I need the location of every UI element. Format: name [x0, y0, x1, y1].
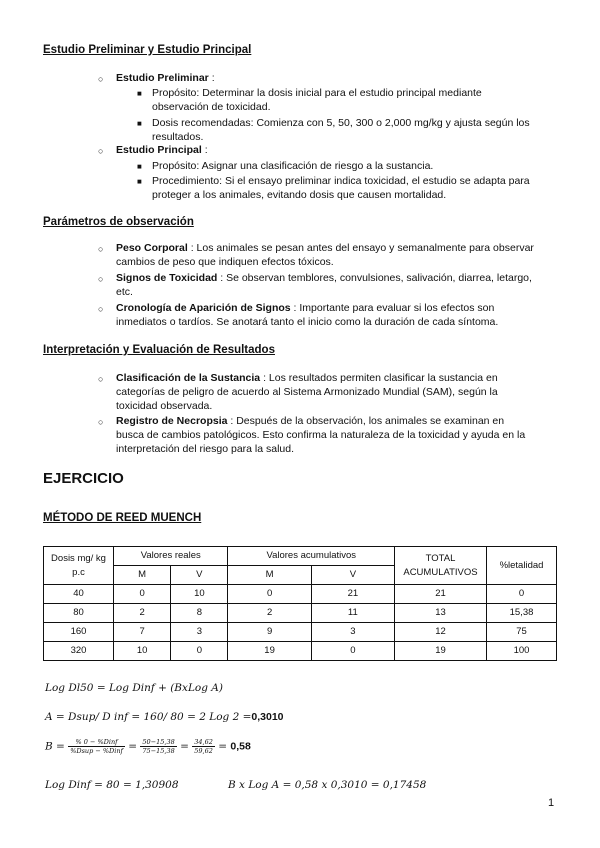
item-text: Procedimiento: Si el ensayo preliminar indica toxicidad, el estudio se adapta para — [152, 175, 530, 187]
fraction-denominator: %Dsup − %Dinf — [70, 747, 123, 755]
method-title: MÉTODO DE REED MUENCH — [43, 512, 202, 524]
header-total: TOTAL ACUMULATIVOS — [395, 547, 487, 585]
item-text: busca de cambios patológicos. Esto confirma la naturaleza de la toxicidad y ayuda en la — [116, 429, 526, 441]
section-title-parametros: Parámetros de observación — [43, 216, 194, 228]
item-text: : Se observan temblores, convulsiones, salivación, diarrea, letargo, — [220, 272, 532, 284]
item-text: : Después de la observación, los animales se examinan en — [230, 415, 505, 427]
formula-logdl50: Log Dl50 = Log Dinf + (BxLog A) — [45, 682, 223, 694]
section-title-estudio: Estudio Preliminar y Estudio Principal — [43, 44, 252, 56]
table-cell: 15,38 — [487, 604, 557, 623]
item-text: : Importante para evaluar si los efectos son — [293, 302, 495, 314]
header-dosis: Dosis mg/ kg p.c — [44, 547, 114, 585]
circle-bullet-icon: ○ — [98, 374, 104, 384]
formula-equals: = — [218, 740, 228, 753]
item-text: : Los animales se pesan antes del ensayo y semanalmente para observar — [190, 242, 534, 254]
item-label: Peso Corporal — [116, 242, 188, 254]
item-suffix: : — [211, 72, 215, 84]
fraction-numerator: 34,62 — [194, 738, 213, 746]
item-label: Estudio Preliminar — [116, 72, 209, 84]
table-cell: 80 — [44, 604, 114, 623]
table-cell: 160 — [44, 623, 114, 642]
header-m: M — [228, 566, 311, 585]
table-cell: 21 — [311, 585, 394, 604]
formula-a — [45, 710, 284, 724]
table-cell: 0 — [171, 642, 228, 661]
header-letalidad: %letalidad — [487, 547, 557, 585]
table-cell: 100 — [487, 642, 557, 661]
item-text: Propósito: Determinar la dosis inicial para el estudio principal mediante — [152, 87, 482, 99]
item-label: Cronología de Aparición de Signos — [116, 302, 291, 314]
section-title-interpretacion: Interpretación y Evaluación de Resultados — [43, 344, 275, 356]
table-cell: 19 — [228, 642, 311, 661]
fraction-denominator: 59,62 — [194, 747, 213, 755]
item-text: observación de toxicidad. — [152, 101, 271, 113]
item-text: proteger a los animales, evitando dosis que causen mortalidad. — [152, 189, 447, 201]
table-cell: 7 — [114, 623, 171, 642]
table-cell: 10 — [114, 642, 171, 661]
table-cell: 0 — [487, 585, 557, 604]
item-text: cambios de peso que indiquen efectos tóxicos. — [116, 256, 334, 268]
fraction — [192, 738, 215, 755]
item-text: inmediatos o tardíos. Se anotará tanto el inicio como la duración de cada síntoma. — [116, 316, 499, 328]
header-v: V — [311, 566, 394, 585]
circle-bullet-icon: ○ — [98, 417, 104, 427]
square-bullet-icon: ■ — [137, 177, 142, 186]
table-cell: 12 — [395, 623, 487, 642]
fraction-denominator: 75−15,38 — [142, 747, 175, 755]
table-header-row — [44, 547, 557, 566]
table-cell: 3 — [311, 623, 394, 642]
circle-bullet-icon: ○ — [98, 146, 104, 156]
fraction-numerator: 50−15,38 — [142, 738, 175, 746]
table-cell: 19 — [395, 642, 487, 661]
item-text: categorías de peligro de acuerdo al Sistema Armonizado Mundial (SAM), según la — [116, 386, 498, 398]
table-cell: 21 — [395, 585, 487, 604]
formula-equals: = — [180, 740, 189, 753]
table-cell: 13 — [395, 604, 487, 623]
table-cell: 9 — [228, 623, 311, 642]
table-cell: 2 — [114, 604, 171, 623]
formula-b — [45, 738, 251, 755]
item-suffix: : — [204, 144, 208, 156]
formula-logdinf: Log Dinf = 80 = 1,30908 — [45, 779, 179, 791]
fraction — [140, 738, 176, 755]
formula-a-result: 0,3010 — [251, 711, 284, 723]
formula-a-text: A = Dsup/ D inf = 160/ 80 = 2 Log 2 = — [45, 711, 252, 723]
table-cell: 2 — [228, 604, 311, 623]
table-cell: 320 — [44, 642, 114, 661]
item-label: Registro de Necropsia — [116, 415, 228, 427]
square-bullet-icon: ■ — [137, 89, 142, 98]
reed-muench-table — [43, 546, 557, 661]
header-v: V — [171, 566, 228, 585]
table-cell: 0 — [311, 642, 394, 661]
formula-equals: = — [128, 740, 138, 753]
square-bullet-icon: ■ — [137, 162, 142, 171]
table-cell: 75 — [487, 623, 557, 642]
header-acumulativos: Valores acumulativos — [228, 547, 395, 566]
formula-bxloga: B x Log A = 0,58 x 0,3010 = 0,17458 — [228, 779, 427, 791]
table-cell: 0 — [228, 585, 311, 604]
item-label: Clasificación de la Sustancia — [116, 372, 261, 384]
table-row — [44, 585, 557, 604]
item-text: etc. — [116, 286, 133, 298]
table-cell: 11 — [311, 604, 394, 623]
circle-bullet-icon: ○ — [98, 244, 104, 254]
table-cell: 8 — [171, 604, 228, 623]
header-m: M — [114, 566, 171, 585]
page-number: 1 — [548, 797, 555, 809]
table-cell: 0 — [114, 585, 171, 604]
item-text: interpretación del riesgo para la salud. — [116, 443, 295, 455]
table-row — [44, 623, 557, 642]
square-bullet-icon: ■ — [137, 119, 142, 128]
item-label: Estudio Principal — [116, 144, 202, 156]
item-text: resultados. — [152, 131, 204, 143]
table-cell: 3 — [171, 623, 228, 642]
exercise-title: EJERCICIO — [43, 470, 124, 487]
fraction — [68, 738, 125, 755]
item-text: Propósito: Asignar una clasificación de riesgo a la sustancia. — [152, 160, 434, 172]
formula-b-result: 0,58 — [230, 740, 251, 753]
formula-b-label: B = — [45, 740, 65, 753]
circle-bullet-icon: ○ — [98, 74, 104, 84]
table-row — [44, 642, 557, 661]
item-text: Dosis recomendadas: Comienza con 5, 50, 300 o 2,000 mg/kg y ajusta según los — [152, 117, 530, 129]
item-label: Signos de Toxicidad — [116, 272, 218, 284]
header-reales: Valores reales — [114, 547, 228, 566]
table-cell: 10 — [171, 585, 228, 604]
item-text: : Los resultados permiten clasificar la sustancia en — [263, 372, 498, 384]
table-row — [44, 604, 557, 623]
table-cell: 40 — [44, 585, 114, 604]
circle-bullet-icon: ○ — [98, 274, 104, 284]
item-text: toxicidad observada. — [116, 400, 213, 412]
circle-bullet-icon: ○ — [98, 304, 104, 314]
fraction-numerator: % 0 − %Dinf — [68, 738, 125, 747]
